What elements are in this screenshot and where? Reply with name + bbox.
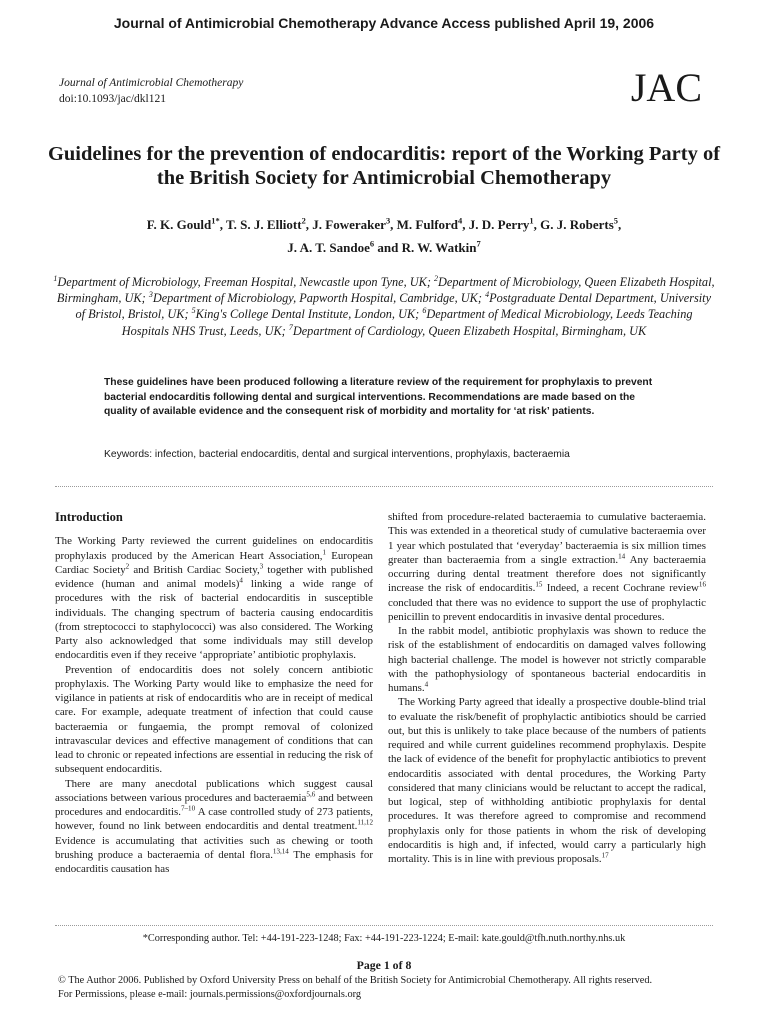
citation: 17 [601,851,609,860]
text-run: linking a wide range of procedures with the risk of bacterial endocarditis in susceptible individuals. The changing spectrum of bacteria causing endocarditis (from streptococci to staphylococci) was also considered. The Working Party also acknowledged that some individuals may still develop endocarditis even if they receive ‘appropriate’ antibiotic prophylaxis. [55,578,373,662]
author [402,240,481,255]
citation: 11,12 [357,818,373,827]
affiliation-text: Department of Cardiology, Queen Elizabeth Hospital, Birmingham, UK [292,323,647,338]
author-name: J. A. T. Sandoe [287,240,370,255]
affiliation-mark: 4 [485,290,490,300]
author-affiliation-mark: 1 [529,215,534,226]
doi[interactable]: doi:10.1093/jac/dkl121 [59,93,167,105]
journal-logo: JAC [630,65,702,110]
body-paragraph [55,534,373,662]
author [287,240,374,255]
section-heading: Introduction [55,510,123,524]
page-number: Page 1 of 8 [356,958,412,972]
article-title: Guidelines for the prevention of endocarditis: report of the Working Party of the British Society for Antimicrobial Chemotherapy [47,143,721,189]
affiliation-text: Department of Microbiology, Queen Elizabeth Hospital, Birmingham, UK; [56,275,715,306]
text-run: The emphasis for endocarditis causation has [55,848,373,875]
affiliation-mark: 5 [191,306,196,316]
citation: 4 [424,680,429,689]
text-run: There are many anecdotal publications which suggest causal associations between various procedures and bacteraemia [55,777,373,804]
citation: 14 [618,552,626,561]
text-run: Any bacteraemia occurring during dental treatment therefore does not significantly increase the risk of endocarditis. [388,553,706,595]
journal-name: Journal of Antimicrobial Chemotherapy [59,77,244,89]
affiliation-mark: 3 [148,290,153,300]
author [469,217,534,232]
affiliation-mark: 7 [288,322,293,332]
affiliation-text: Postgraduate Dental Department, University of Bristol, Bristol, UK; [75,291,712,322]
text-run: and British Cardiac Society, [129,563,260,576]
divider [55,925,713,926]
text-run: Prevention of endocarditis does not solely concern antibiotic prophylaxis. The Working Party would like to emphasize the need for vigilance in patients at risk of endocarditis who are in receipt of medical care. For example, adequate treatment of infection that could cause bacteraemia or fungaemia, the prompt removal of colonized intravascular devices and effective management of conditions that can lead to chronic or repeated infections are essential in reducing the risk of subsequent endocarditis. [55,663,373,776]
affiliations [52,274,716,339]
text-run: European Cardiac Society [55,549,373,576]
text-run: A case controlled study of 273 patients, however, found no link between endocarditis and dental treatment. [55,806,373,833]
text-run: together with published evidence (human and animal models) [55,563,374,590]
citation: 16 [698,580,706,589]
author [397,217,463,232]
affiliation-text: Department of Microbiology, Freeman Hospital, Newcastle upon Tyne, UK; [57,275,431,289]
keywords: Keywords: infection, bacterial endocarditis, dental and surgical interventions, prophylaxis, bacteraemia [104,449,570,460]
author-name: T. S. J. Elliott [225,217,302,232]
citation: 3 [259,562,264,571]
citation: 2 [125,562,130,571]
text-run: The Working Party reviewed the current guidelines on endocarditis prophylaxis produced by the American Heart Association, [55,535,373,562]
author-affiliation-mark: 6 [369,238,375,249]
author-name: M. Fulford [396,217,459,232]
copyright-line: © The Author 2006. Published by Oxford University Press on behalf of the British Society for Antimicrobial Chemotherapy. All rights reserved. [58,975,653,986]
author-affiliation-mark: 7 [476,238,481,249]
text-run: concluded that there was no evidence to support the use of prophylactic penicillin to prevent endocarditis in invasive dental procedures. [388,596,706,623]
abstract: These guidelines have been produced following a literature review of the requirement for prophylaxis to prevent bacterial endocarditis following dental and surgical interventions. Recommendations are made based on the quality of available evidence and the consequent risk of morbidity and mortality for ‘at risk’ patients. [104,377,653,417]
body-paragraph [55,663,373,777]
body-column-right [388,510,706,866]
author [540,217,618,232]
author-name: J. Foweraker [312,217,386,232]
author-name: F. K. Gould [146,217,212,232]
body-column-left [55,510,373,876]
author-affiliation-mark: 3 [385,215,391,226]
author-name: J. D. Perry [468,217,530,232]
body-paragraph [388,624,706,695]
citation: 13,14 [272,847,289,856]
divider [55,486,713,487]
author-name: G. J. Roberts [540,217,614,232]
affiliation-mark: 1 [53,273,58,283]
citation: 4 [239,576,243,585]
advance-access-banner: Journal of Antimicrobial Chemotherapy Advance Access published April 19, 2006 [113,15,655,31]
affiliation-mark: 6 [422,306,427,316]
citation: 1 [322,547,327,556]
author-affiliation-mark: 2 [301,215,306,226]
body-paragraph [388,510,706,624]
text-run: Indeed, a recent Cochrane review [542,582,699,595]
author [312,217,390,232]
author [226,217,306,232]
body-paragraph [388,695,706,866]
affiliation-text: King's College Dental Institute, London, UK; [195,307,420,322]
copyright-notice [58,974,738,1002]
text-run: Evidence is accumulating that activities such as chewing or tooth brushing produce a bacteraemia of dental flora. [55,834,373,861]
author-list: F. K. Gould$^{1*}$, T. S. J. Elliott$^2$, J. Foweraker$^3$, M. Fulford$^4$, J. D. Perry$^1$, G. J. Roberts$^5$, J. A. T. Sandoe$^6$ and R. W. Watkin$^7$ [146,215,622,255]
citation: 5,6 [306,790,316,799]
affiliation-text: Department of Medical Microbiology, Leeds Teaching Hospitals NHS Trust, Leeds, UK; [121,307,693,338]
body-paragraph [55,777,373,877]
author-affiliation-mark: 4 [458,215,463,226]
affiliation-mark: 2 [434,273,439,283]
author-affiliation-mark: 1* [211,215,220,226]
text-run: shifted from procedure-related bacteraemia to cumulative bacteraemia. This was extended in a theoretical study of cumulative bacteraemia over 1 year which postulated that ‘everyday’ bacteraemia is six million times greater than bacteraemia from a single extraction. [388,511,706,566]
citation: 7–10 [180,804,196,813]
citation: 15 [535,580,543,589]
left-paragraphs [55,534,373,876]
text-run: The Working Party agreed that ideally a prospective double-blind trial to evaluate the risk/benefit of prophylactic antibiotics should be carried out, but this is unlikely to take place because of the numbers of patients required and while current guidelines recommend prophylaxis. Despite the lack of evidence of the benefit for prophylactic antibiotics to prevent endocarditis associated with dental procedures, the Working Party considered that many clinicians would be reluctant to accept the radical, but logical, step of withholding antibiotic prophylaxis for dental procedures. It was therefore agreed to compromise and recommend prophylaxis only for those patients in whom the risk of developing endocarditis is high and, if infected, would carry a particularly high mortality. This is in line with previous proposals. [388,696,706,865]
author-name: R. W. Watkin [401,240,477,255]
author-affiliation-mark: 5 [613,215,619,226]
text-run: and between procedures and endocarditis. [55,791,374,818]
text-run: In the rabbit model, antibiotic prophylaxis was shown to reduce the risk of the establishment of endocarditis on damaged valves following high bacterial challenge. The model is however not strictly comparable with the pathophysiology of spontaneous bacterial endocarditis in humans. [388,625,706,694]
corresponding-author-footnote: *Corresponding author. Tel: +44-191-223-1248; Fax: +44-191-223-1224; E-mail: kate.gould@tfh.nuth.northy.nhs.uk [142,933,626,944]
permissions-line: For Permissions, please e-mail: journals.permissions@oxfordjournals.org [58,989,362,1000]
affiliation-text: Department of Microbiology, Papworth Hospital, Cambridge, UK; [152,291,482,306]
author [147,217,220,232]
